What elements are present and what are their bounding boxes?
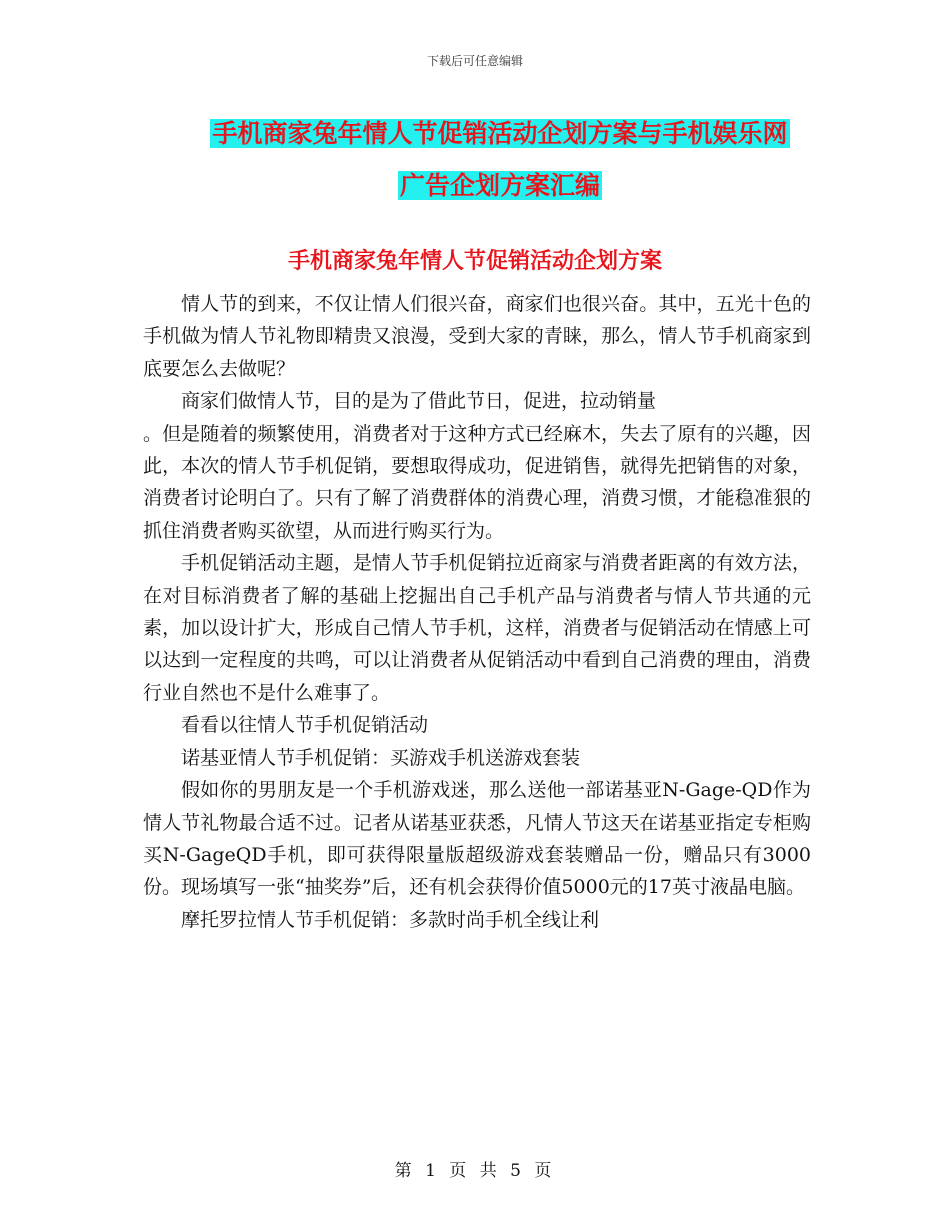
paragraph: 商家们做情人节，目的是为了借此节日，促进，拉动销量 [181, 390, 657, 413]
paragraph: 诺基亚情人节手机促销：买游戏手机送游戏套装 [181, 746, 581, 769]
paragraph: 。但是随着的频繁使用，消费者对于这种方式已经麻木，失去了原有的兴趣，因此，本次的情人节手机促销，要想取得成功，促进销售，就得先把销售的对象，消费者讨论明白了。只有了解了消费群体的消费心理，消费习惯，才能稳准狠的抓住消费者购买欲望，从而进行购买行为。 [143, 422, 811, 542]
paragraph: 看看以往情人节手机促销活动 [181, 714, 429, 737]
paragraph: 手机促销活动主题，是情人节手机促销拉近商家与消费者距离的有效方法，在对目标消费者了解的基础上挖掘出自己手机产品与消费者与情人节共通的元素，加以设计扩大，形成自己情人节手机，这样，消费者与促销活动在情感上可以达到一定程度的共鸣，可以让消费者从促销活动中看到自己消费的理由，消费行业自然也不是什么难事了。 [143, 552, 811, 704]
paragraph: 假如你的男朋友是一个手机游戏迷，那么送他一部诺基亚N-Gage-QD作为情人节礼物最合适不过。记者从诺基亚获悉，凡情人节这天在诺基亚指定专柜购买N-GageQD手机，即可获得限量版超级游戏套装赠品一份，赠品只有3000份。现场填写一张“抽奖券”后，还有机会获得价值5000元的17英寸液晶电脑。 [143, 779, 811, 899]
document-title-line-2: 广告企划方案汇编 [399, 171, 600, 200]
document-title [120, 108, 880, 212]
body-text [143, 288, 811, 936]
section-heading: 手机商家兔年情人节促销活动企划方案 [287, 249, 662, 274]
paragraph: 情人节的到来，不仅让情人们很兴奋，商家们也很兴奋。其中，五光十色的手机做为情人节礼物即精贵又浪漫，受到大家的青睐，那么，情人节手机商家到底要怎么去做呢？ [143, 293, 811, 380]
document-title-line-1: 手机商家兔年情人节促销活动企划方案与手机娱乐网 [212, 119, 788, 148]
paragraph: 摩托罗拉情人节手机促销：多款时尚手机全线让利 [181, 908, 600, 931]
page-footer-pagination: 第 1 页 共 5 页 [394, 1161, 556, 1181]
page-header-note: 下载后可任意编辑 [426, 54, 523, 68]
